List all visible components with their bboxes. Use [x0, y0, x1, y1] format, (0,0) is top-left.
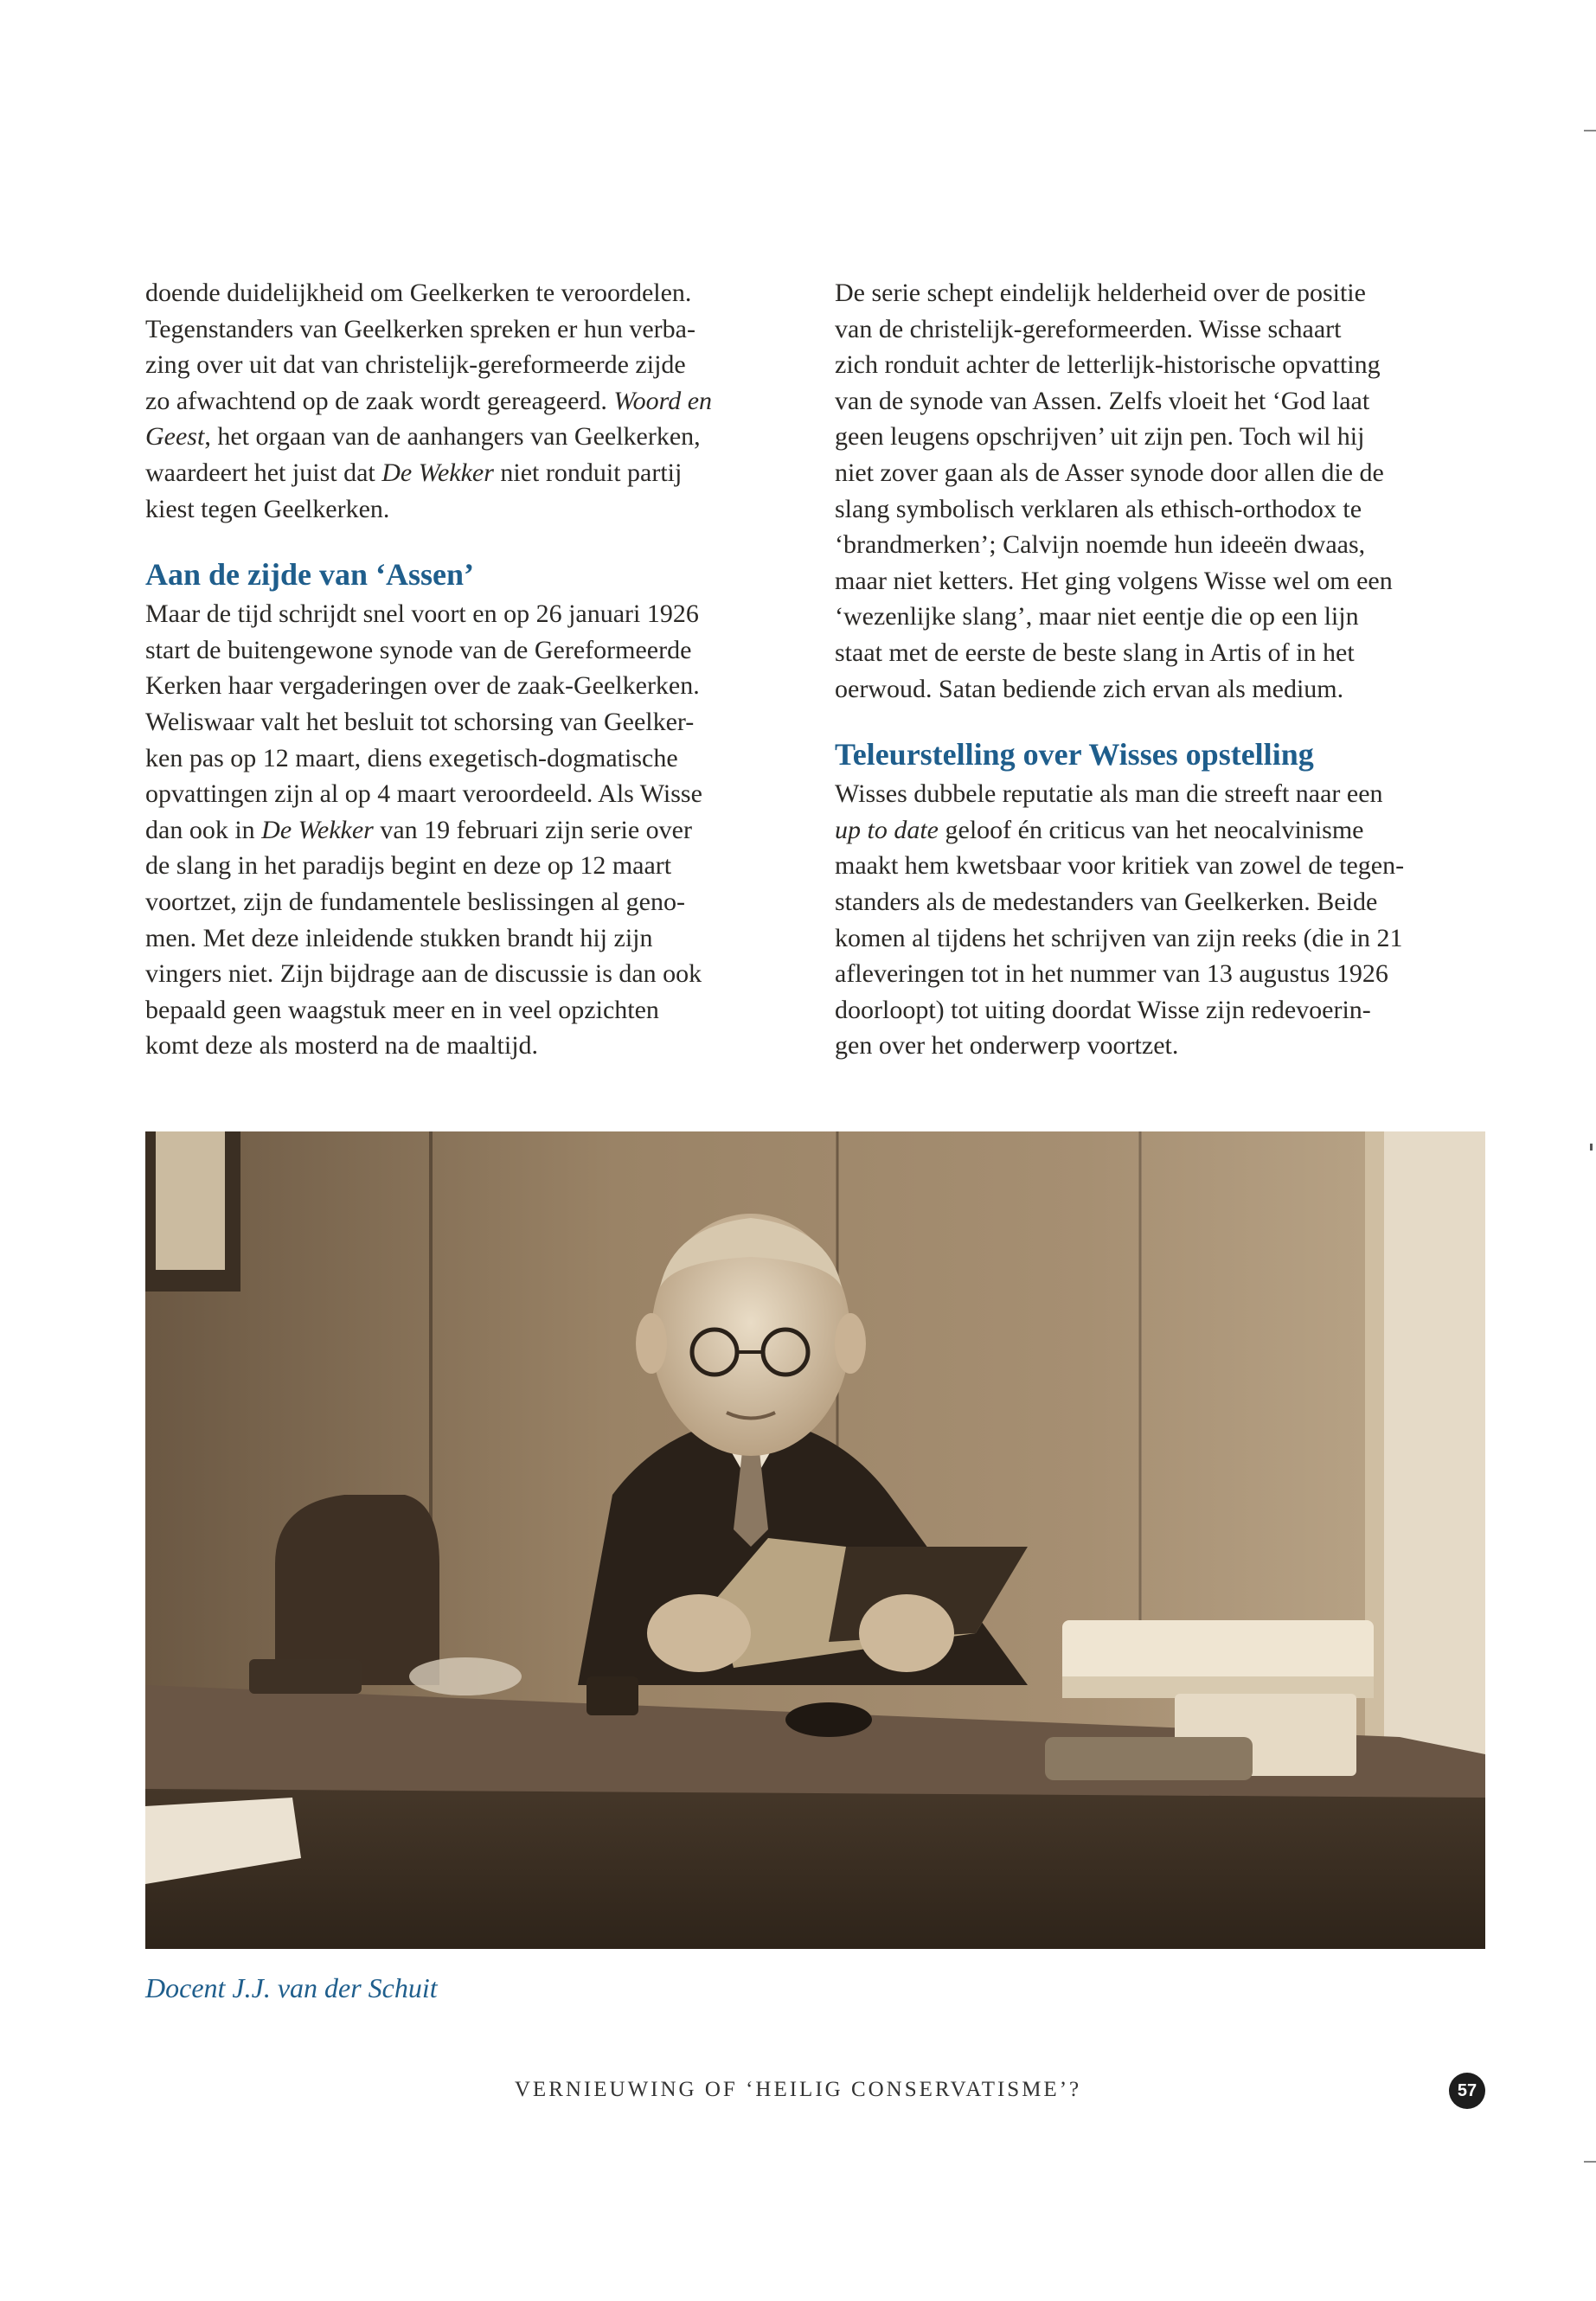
text-line: ‘brandmerken’; Calvijn noemde hun ideeën dwaas,: [835, 530, 1366, 560]
text-line: ‘wezenlijke slang’, maar niet eentje die op een lijn: [835, 602, 1359, 631]
text-line: Maar de tijd schrijdt snel voort en op 26 januari 1926: [145, 599, 699, 629]
text-line: komt deze als mosterd na de maaltijd.: [145, 1031, 539, 1061]
text-line: doende duidelijkheid om Geelkerken te veroordelen.: [145, 279, 692, 307]
text-line: kiest tegen Geelkerken.: [145, 494, 390, 523]
crop-mark: [1584, 130, 1596, 131]
left-column: [145, 275, 803, 1064]
text-line: de slang in het paradijs begint en deze op 12 maart: [145, 851, 672, 881]
text-line: komen al tijdens het schrijven van zijn reeks (die in 21: [835, 923, 1403, 952]
text-line: opvattingen zijn al op 4 maart veroordeeld. Als Wisse: [145, 779, 702, 809]
text-line: geen leugens opschrijven’ uit zijn pen. Toch wil hij: [835, 422, 1365, 452]
text-line: doorloopt) tot uiting doordat Wisse zijn redevoerin-: [835, 995, 1371, 1024]
text-line: maakt hem kwetsbaar voor kritiek van zowel de tegen-: [835, 851, 1405, 881]
sepia-photograph: [145, 1131, 1485, 1949]
text-line: slang symbolisch verklaren als ethisch-orthodox te: [835, 494, 1362, 523]
text-run: waardeert het juist dat: [145, 458, 375, 487]
text-line: staat met de eerste de beste slang in Artis of in het: [835, 638, 1355, 667]
right-column: [835, 275, 1492, 1064]
text-line: afleveringen tot in het nummer van 13 augustus 1926: [835, 959, 1388, 989]
running-title: VERNIEUWING OF ‘HEILIG CONSERVATISME’?: [514, 2078, 1082, 2101]
text-line: standers als de medestanders van Geelkerken. Beide: [835, 887, 1378, 916]
left-paragraph-2: [145, 596, 803, 1064]
text-line: Tegenstanders van Geelkerken spreken er hun verba-: [145, 314, 695, 343]
text-line: bepaald geen waagstuk meer en in veel opzichten: [145, 995, 659, 1024]
photo-caption: Docent J.J. van der Schuit: [145, 1972, 438, 2003]
right-paragraph-1: [835, 275, 1492, 707]
text-line: zich ronduit achter de letterlijk-historische opvatting: [835, 350, 1381, 380]
right-paragraph-2: [835, 776, 1492, 1064]
text-line: maar niet ketters. Het ging volgens Wisse wel om een: [835, 566, 1393, 595]
italic-title: Woord en: [613, 386, 713, 415]
text-line: Wisses dubbele reputatie als man die streeft naar een: [835, 779, 1383, 809]
text-line: De serie schept eindelijk helderheid over de positie: [835, 279, 1366, 307]
italic-title: De Wekker: [381, 458, 494, 487]
text-line: gen over het onderwerp voortzet.: [835, 1031, 1179, 1061]
photo-illustration: [145, 1131, 1485, 1949]
crop-mark: [1590, 1144, 1593, 1150]
text-run: van 19 februari zijn serie over: [380, 815, 692, 844]
text-line: [145, 455, 803, 491]
text-line: Kerken haar vergaderingen over de zaak-Geelkerken.: [145, 671, 700, 701]
section-heading: Aan de zijde van ‘Assen’: [145, 557, 475, 593]
text-run: , het orgaan van de aanhangers van Geelkerken,: [204, 422, 701, 452]
left-paragraph-1: [145, 275, 803, 527]
text-line: oerwoud. Satan bediende zich ervan als medium.: [835, 674, 1344, 703]
italic-title: De Wekker: [261, 815, 374, 844]
text-line: zing over uit dat van christelijk-gereformeerde zijde: [145, 350, 686, 380]
text-line: Weliswaar valt het besluit tot schorsing van Geelker-: [145, 707, 695, 736]
section-heading: Teleurstelling over Wisses opstelling: [835, 737, 1314, 772]
text-run: niet ronduit partij: [500, 458, 683, 487]
text-run: geloof én criticus van het neocalvinisme: [945, 815, 1364, 844]
text-line: niet zover gaan als de Asser synode door allen die de: [835, 458, 1384, 487]
text-line: [835, 812, 1492, 849]
italic-phrase: up to date: [835, 815, 939, 844]
page-number: 57: [1449, 2073, 1485, 2109]
text-line: van de synode van Assen. Zelfs vloeit het ‘God laat: [835, 386, 1370, 415]
text-line: ken pas op 12 maart, diens exegetisch-dogmatische: [145, 743, 678, 772]
text-line: voortzet, zijn de fundamentele beslissingen al geno-: [145, 887, 685, 916]
text-run: zo afwachtend op de zaak wordt gereageerd.: [145, 386, 607, 415]
text-line: [145, 812, 803, 849]
italic-title: Geest: [145, 422, 205, 452]
text-line: [145, 383, 803, 420]
text-line: vingers niet. Zijn bijdrage aan de discussie is dan ook: [145, 959, 702, 989]
text-run: dan ook in: [145, 815, 255, 844]
text-line: [145, 419, 803, 455]
text-line: men. Met deze inleidende stukken brandt hij zijn: [145, 923, 653, 952]
text-line: van de christelijk-gereformeerden. Wisse schaart: [835, 314, 1342, 343]
crop-mark: [1584, 2161, 1596, 2163]
text-line: start de buitengewone synode van de Gereformeerde: [145, 635, 692, 664]
